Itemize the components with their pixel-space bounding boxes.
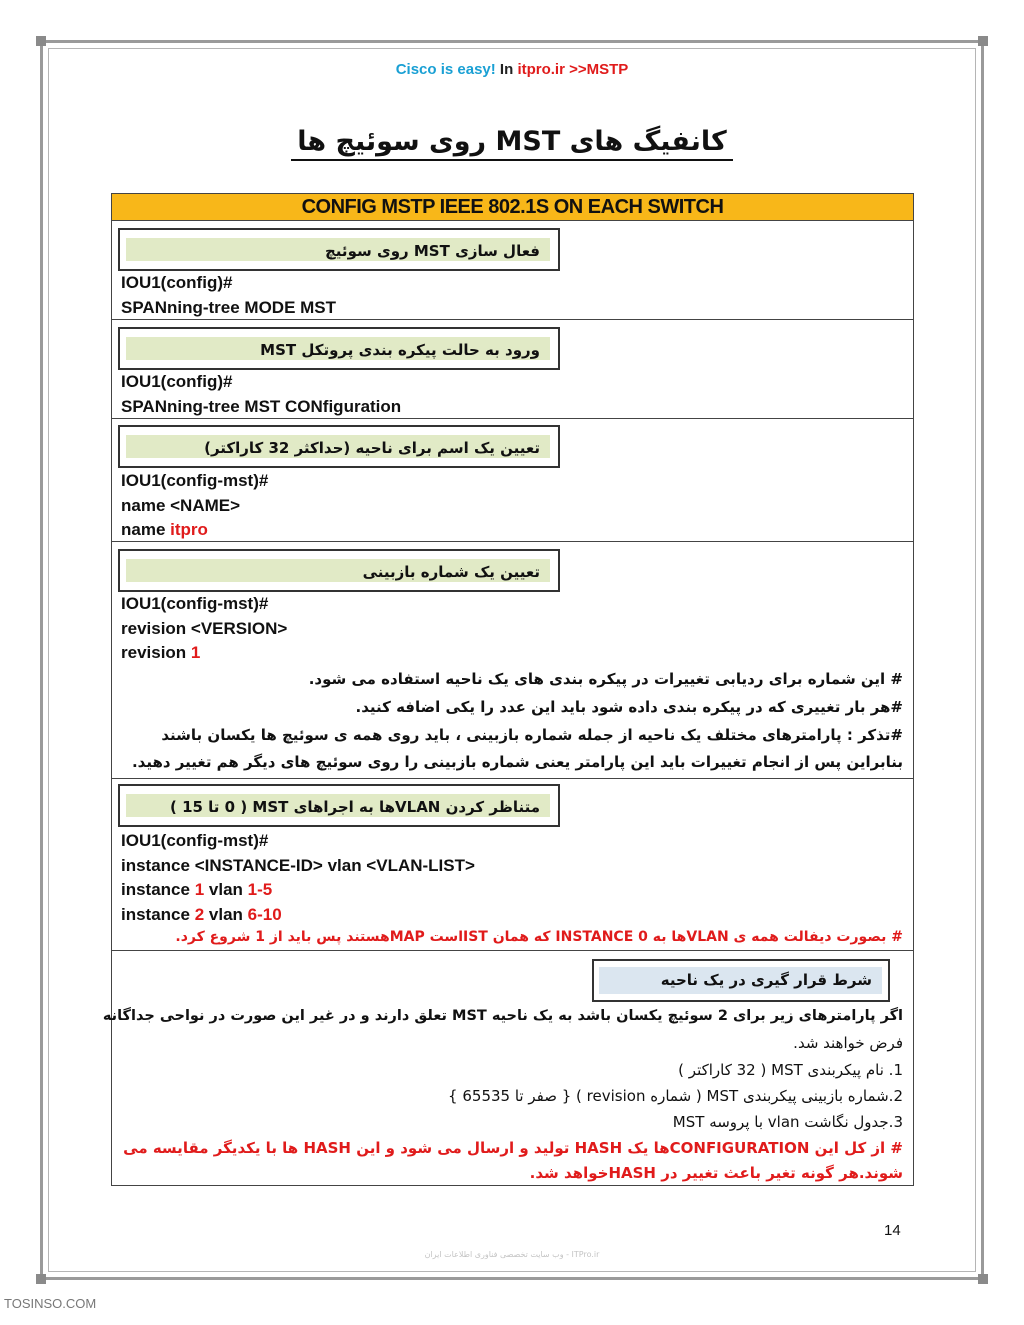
code-value: 1 <box>194 880 205 899</box>
code-block <box>121 829 475 927</box>
page-header <box>0 61 1024 78</box>
header-part-2: In <box>495 61 518 78</box>
code-block <box>121 469 268 543</box>
condition-line: اگر پارامترهای زیر برای 2 سوئیچ یکسان باشد به یک ناحیه MST تعلق دارند و در غیر این صورت در نواحی جداگانه <box>102 1008 903 1024</box>
condition-line: فرض خواهند شد. <box>793 1034 903 1052</box>
header-part-3: itpro.ir <box>517 61 565 78</box>
footer-site-text: ITPro.ir - وب سایت تخصصی فناوری اطلاعات ایران <box>424 1250 600 1259</box>
section-enable-mst <box>112 221 913 320</box>
section-label: ورود به حالت پیکره بندی پروتکل MST <box>126 337 550 360</box>
note-line-red: # از کل این CONFIGURATIONها یک HASH تولید و ارسال می شود و این HASH ها با یکدیگر مقایسه می <box>123 1139 903 1157</box>
note-line: بنابراین پس از انجام تغییرات باید این پارامتر یعنی شماره بازبینی را روی سوئیچ های دیگر هم تغییر دهید. <box>131 753 903 771</box>
code-line: SPANning-tree MODE MST <box>121 297 337 317</box>
section-label-box <box>118 425 560 468</box>
code-line: IOU1(config)# <box>121 372 233 391</box>
note-line-red: # بصورت دیفالت همه ی VLANها به INSTANCE 0 که همان ISTاست MAPهستند پس باید از 1 شروع کرد. <box>175 929 903 945</box>
code-line: SPANning-tree MST CONfiguration <box>121 396 402 416</box>
condition-line: 3.جدول نگاشت vlan با پروسه MST <box>672 1113 903 1131</box>
code-line <box>121 518 268 543</box>
section-region-name <box>112 419 913 542</box>
code-value: itpro <box>170 520 208 539</box>
note-line: # این شماره برای ردیابی تغییرات در پیکره بندی های یک ناحیه استفاده می شود. <box>308 670 903 688</box>
code-line <box>121 903 475 928</box>
section-region-condition <box>102 951 913 1185</box>
code-block <box>121 592 287 666</box>
code-line: revision <VERSION> <box>121 618 288 638</box>
header-part-1: Cisco is easy! <box>395 61 496 78</box>
code-line: instance <INSTANCE-ID> vlan <VLAN-LIST> <box>121 855 475 875</box>
section-vlan-mapping <box>112 779 913 951</box>
condition-line: 1. نام پیکربندی MST ( 32 کاراکتر ) <box>678 1061 903 1079</box>
code-value: 2 <box>194 904 205 924</box>
section-label-box <box>118 549 560 592</box>
section-label-box <box>592 959 890 1002</box>
code-line: IOU1(config)# <box>121 273 233 292</box>
page-title-text: کانفیگ های MST روی سوئیچ ها <box>291 126 732 161</box>
frame-corner-ornament <box>36 1274 46 1284</box>
code-block <box>121 271 336 320</box>
frame-corner-ornament <box>36 36 46 46</box>
table-header: CONFIG MSTP IEEE 802.1S ON EACH SWITCH <box>112 194 913 221</box>
code-block <box>121 370 401 419</box>
code-text: name <box>121 520 171 539</box>
page-number: 14 <box>884 1222 901 1239</box>
section-label-box <box>118 228 560 271</box>
code-value: 1 <box>190 643 201 662</box>
section-label: شرط قرار گیری در یک ناحیه <box>599 967 882 994</box>
code-value: 6-10 <box>247 904 282 924</box>
note-line: #تذکر : پارامترهای مختلف یک ناحیه از جمله شماره بازبینی ، باید روی همه ی سوئیچ ها یکسان باشند <box>161 726 903 744</box>
code-line: IOU1(config-mst)# <box>121 831 269 850</box>
section-revision-number <box>112 542 913 779</box>
code-line <box>121 641 287 666</box>
note-line-red: شوند.هر گونه تغیر باعث تغییر در HASHخواهد شد. <box>529 1164 903 1182</box>
code-text: revision <box>121 643 191 662</box>
section-label-box <box>118 784 560 827</box>
config-table <box>102 193 914 1186</box>
code-line: name <NAME> <box>121 495 241 515</box>
code-line <box>121 878 475 903</box>
code-value: 1-5 <box>247 880 273 899</box>
frame-corner-ornament <box>978 1274 988 1284</box>
watermark: TOSINSO.COM <box>4 1296 97 1311</box>
condition-line: 2.شماره بازبینی پیکربندی MST ( شماره revision ) { صفر تا 65535 } <box>448 1087 903 1105</box>
code-line: IOU1(config-mst)# <box>121 471 269 490</box>
section-label-box <box>118 327 560 370</box>
header-part-4: >>MSTP <box>564 61 629 78</box>
frame-corner-ornament <box>978 36 988 46</box>
section-label: فعال سازی MST روی سوئیچ <box>126 238 550 261</box>
page-title <box>0 126 1024 157</box>
section-label: متناظر کردن VLANها به اجراهای MST ( 0 تا 15 ) <box>126 794 550 817</box>
section-mst-config-mode <box>112 320 913 419</box>
code-text: vlan <box>204 904 248 924</box>
section-label: تعیین یک اسم برای ناحیه (حداکثر 32 کاراکتر) <box>126 435 550 458</box>
code-text: instance <box>121 880 195 899</box>
note-line: #هر بار تغییری که در پیکره بندی داده شود باید این عدد را یکی اضافه کنید. <box>355 698 903 716</box>
code-text: vlan <box>204 880 248 899</box>
code-text: instance <box>121 904 195 924</box>
code-line: IOU1(config-mst)# <box>121 594 269 613</box>
section-label: تعیین یک شماره بازبینی <box>126 559 550 582</box>
